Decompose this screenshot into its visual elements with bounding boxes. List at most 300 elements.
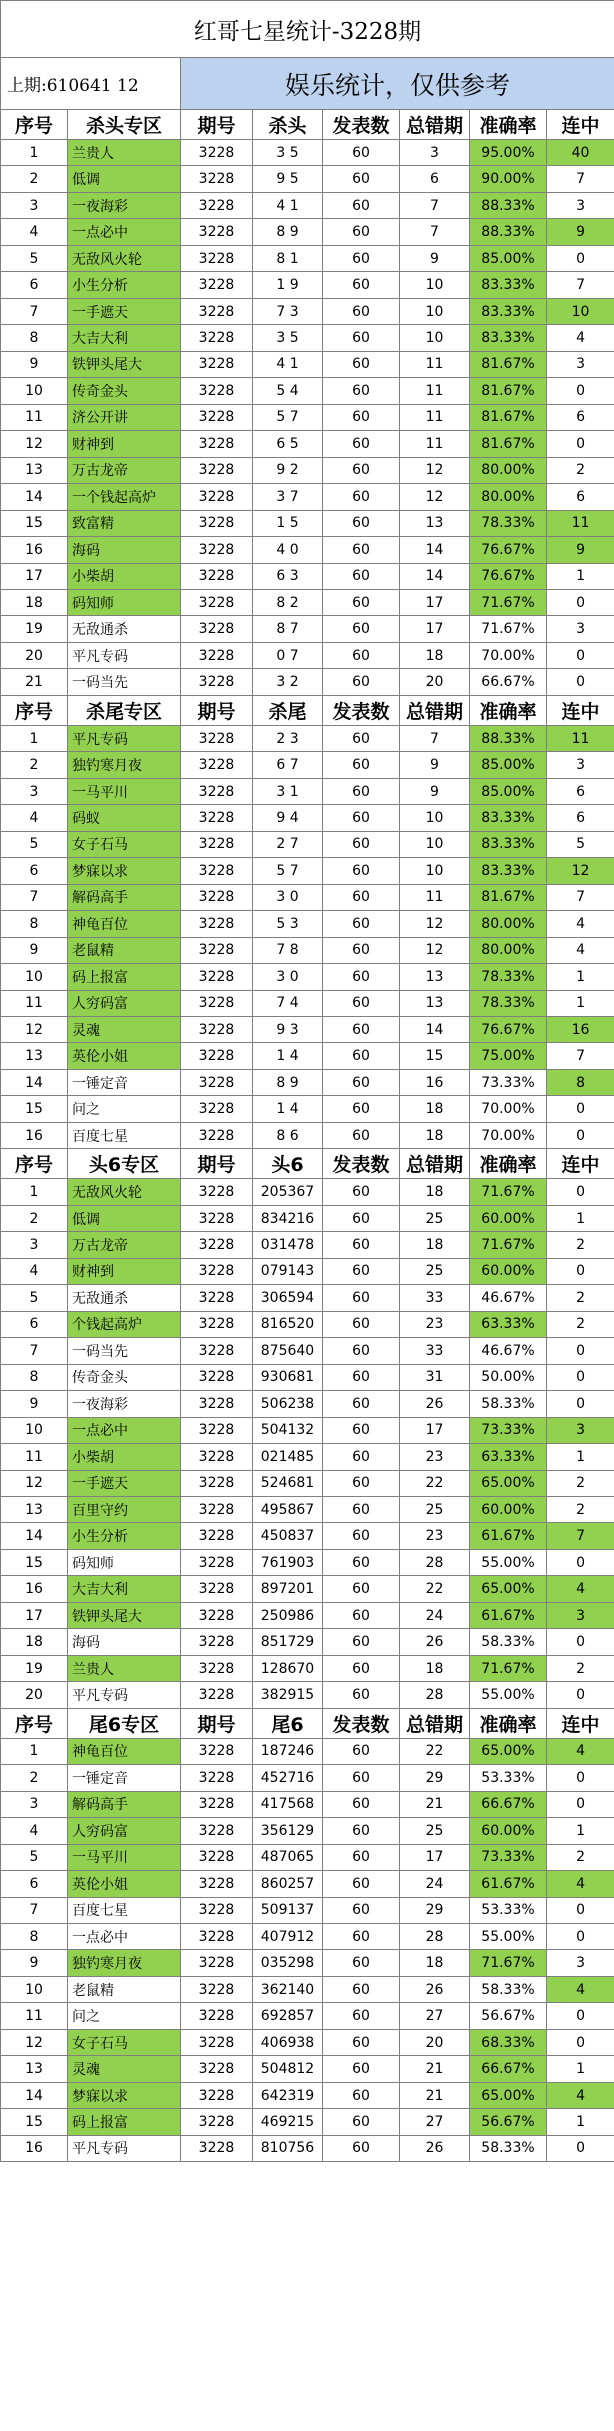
cell-period: 3228 <box>181 245 253 271</box>
cell-streak: 2 <box>547 1655 614 1681</box>
cell-expert: 一手遮天 <box>68 298 181 324</box>
table-row <box>1 1818 614 1844</box>
column-header-published: 发表数 <box>323 1708 400 1738</box>
cell-published: 60 <box>323 831 400 857</box>
cell-accuracy: 80.00% <box>470 911 547 937</box>
cell-total-misses: 24 <box>400 1871 470 1897</box>
cell-index: 13 <box>1 457 68 483</box>
table-row <box>1 378 614 404</box>
cell-streak: 0 <box>547 2029 614 2055</box>
column-header-index: 序号 <box>1 1708 68 1738</box>
cell-published: 60 <box>323 272 400 298</box>
cell-period: 3228 <box>181 192 253 218</box>
cell-published: 60 <box>323 2003 400 2029</box>
cell-total-misses: 7 <box>400 725 470 751</box>
cell-index: 21 <box>1 669 68 695</box>
cell-streak: 3 <box>547 192 614 218</box>
cell-accuracy: 76.67% <box>470 563 547 589</box>
cell-published: 60 <box>323 1738 400 1764</box>
cell-accuracy: 76.67% <box>470 537 547 563</box>
table-row <box>1 484 614 510</box>
table-row <box>1 2003 614 2029</box>
cell-period: 3228 <box>181 884 253 910</box>
cell-index: 3 <box>1 778 68 804</box>
cell-index: 13 <box>1 1043 68 1069</box>
cell-period: 3228 <box>181 858 253 884</box>
cell-expert: 海码 <box>68 1629 181 1655</box>
cell-published: 60 <box>323 2135 400 2161</box>
cell-period: 3228 <box>181 140 253 166</box>
cell-accuracy: 71.67% <box>470 1655 547 1681</box>
cell-total-misses: 9 <box>400 778 470 804</box>
cell-total-misses: 33 <box>400 1338 470 1364</box>
cell-total-misses: 27 <box>400 2003 470 2029</box>
cell-accuracy: 65.00% <box>470 1576 547 1602</box>
column-header-total-misses: 总错期 <box>400 1149 470 1179</box>
cell-accuracy: 70.00% <box>470 1122 547 1148</box>
column-header-streak: 连中 <box>547 110 614 140</box>
cell-period: 3228 <box>181 964 253 990</box>
table-row <box>1 1655 614 1681</box>
cell-expert: 解码高手 <box>68 884 181 910</box>
section-header-row <box>1 695 614 725</box>
cell-accuracy: 60.00% <box>470 1496 547 1522</box>
cell-published: 60 <box>323 325 400 351</box>
cell-index: 1 <box>1 725 68 751</box>
cell-total-misses: 22 <box>400 1738 470 1764</box>
cell-streak: 6 <box>547 484 614 510</box>
cell-total-misses: 23 <box>400 1444 470 1470</box>
cell-period: 3228 <box>181 2029 253 2055</box>
column-header-total-misses: 总错期 <box>400 110 470 140</box>
cell-streak: 6 <box>547 805 614 831</box>
cell-streak: 4 <box>547 2082 614 2108</box>
cell-published: 60 <box>323 404 400 430</box>
cell-prediction: 469215 <box>253 2109 323 2135</box>
cell-published: 60 <box>323 884 400 910</box>
cell-prediction: 031478 <box>253 1232 323 1258</box>
cell-accuracy: 78.33% <box>470 990 547 1016</box>
cell-prediction: 8 1 <box>253 245 323 271</box>
cell-index: 12 <box>1 431 68 457</box>
table-row <box>1 1549 614 1575</box>
cell-total-misses: 10 <box>400 298 470 324</box>
cell-expert: 梦寐以求 <box>68 858 181 884</box>
cell-published: 60 <box>323 192 400 218</box>
cell-accuracy: 88.33% <box>470 192 547 218</box>
cell-published: 60 <box>323 1897 400 1923</box>
cell-total-misses: 28 <box>400 1682 470 1708</box>
cell-accuracy: 81.67% <box>470 404 547 430</box>
table-row <box>1 1602 614 1628</box>
table-row <box>1 858 614 884</box>
cell-total-misses: 16 <box>400 1069 470 1095</box>
cell-total-misses: 25 <box>400 1205 470 1231</box>
cell-streak: 16 <box>547 1017 614 1043</box>
cell-period: 3228 <box>181 1017 253 1043</box>
cell-index: 8 <box>1 1364 68 1390</box>
table-row <box>1 219 614 245</box>
cell-period: 3228 <box>181 1096 253 1122</box>
cell-streak: 0 <box>547 1549 614 1575</box>
cell-period: 3228 <box>181 1122 253 1148</box>
table-row <box>1 1897 614 1923</box>
cell-streak: 4 <box>547 1576 614 1602</box>
table-row <box>1 457 614 483</box>
cell-accuracy: 83.33% <box>470 325 547 351</box>
cell-accuracy: 63.33% <box>470 1444 547 1470</box>
cell-streak: 8 <box>547 1069 614 1095</box>
cell-streak: 1 <box>547 1818 614 1844</box>
cell-total-misses: 27 <box>400 2109 470 2135</box>
cell-prediction: 810756 <box>253 2135 323 2161</box>
cell-index: 1 <box>1 1179 68 1205</box>
cell-prediction: 406938 <box>253 2029 323 2055</box>
cell-accuracy: 46.67% <box>470 1338 547 1364</box>
table-row <box>1 563 614 589</box>
cell-streak: 2 <box>547 1470 614 1496</box>
table-row <box>1 1765 614 1791</box>
column-header-prediction: 杀头 <box>253 110 323 140</box>
table-row <box>1 778 614 804</box>
cell-index: 6 <box>1 858 68 884</box>
cell-prediction: 205367 <box>253 1179 323 1205</box>
cell-period: 3228 <box>181 752 253 778</box>
cell-accuracy: 83.33% <box>470 831 547 857</box>
cell-prediction: 450837 <box>253 1523 323 1549</box>
cell-accuracy: 46.67% <box>470 1285 547 1311</box>
cell-index: 12 <box>1 2029 68 2055</box>
cell-published: 60 <box>323 1844 400 1870</box>
cell-prediction: 382915 <box>253 1682 323 1708</box>
cell-expert: 传奇金头 <box>68 1364 181 1390</box>
cell-accuracy: 80.00% <box>470 937 547 963</box>
cell-index: 14 <box>1 484 68 510</box>
table-row <box>1 1576 614 1602</box>
cell-streak: 0 <box>547 1924 614 1950</box>
cell-streak: 4 <box>547 1871 614 1897</box>
cell-expert: 无敌风火轮 <box>68 245 181 271</box>
cell-published: 60 <box>323 669 400 695</box>
cell-expert: 问之 <box>68 1096 181 1122</box>
cell-published: 60 <box>323 537 400 563</box>
cell-published: 60 <box>323 1871 400 1897</box>
table-row <box>1 1364 614 1390</box>
cell-index: 10 <box>1 378 68 404</box>
cell-accuracy: 78.33% <box>470 964 547 990</box>
cell-index: 3 <box>1 1232 68 1258</box>
cell-index: 14 <box>1 1523 68 1549</box>
cell-period: 3228 <box>181 589 253 615</box>
cell-prediction: 0 7 <box>253 642 323 668</box>
cell-total-misses: 14 <box>400 1017 470 1043</box>
cell-streak: 0 <box>547 431 614 457</box>
cell-published: 60 <box>323 1258 400 1284</box>
cell-published: 60 <box>323 1179 400 1205</box>
cell-published: 60 <box>323 964 400 990</box>
cell-expert: 神龟百位 <box>68 1738 181 1764</box>
cell-streak: 0 <box>547 642 614 668</box>
cell-published: 60 <box>323 298 400 324</box>
cell-published: 60 <box>323 937 400 963</box>
cell-index: 18 <box>1 589 68 615</box>
cell-index: 14 <box>1 2082 68 2108</box>
cell-prediction: 079143 <box>253 1258 323 1284</box>
cell-index: 2 <box>1 1765 68 1791</box>
cell-total-misses: 10 <box>400 858 470 884</box>
cell-accuracy: 56.67% <box>470 2003 547 2029</box>
table-row <box>1 1096 614 1122</box>
cell-index: 9 <box>1 1391 68 1417</box>
cell-streak: 2 <box>547 457 614 483</box>
table-row <box>1 510 614 536</box>
cell-streak: 2 <box>547 1311 614 1337</box>
cell-expert: 一夜海彩 <box>68 1391 181 1417</box>
cell-prediction: 187246 <box>253 1738 323 1764</box>
cell-streak: 1 <box>547 2056 614 2082</box>
table-row <box>1 325 614 351</box>
cell-total-misses: 13 <box>400 510 470 536</box>
cell-period: 3228 <box>181 537 253 563</box>
cell-period: 3228 <box>181 1950 253 1976</box>
cell-period: 3228 <box>181 1738 253 1764</box>
cell-streak: 5 <box>547 831 614 857</box>
cell-total-misses: 20 <box>400 669 470 695</box>
cell-period: 3228 <box>181 325 253 351</box>
cell-index: 6 <box>1 1311 68 1337</box>
cell-accuracy: 85.00% <box>470 245 547 271</box>
cell-total-misses: 21 <box>400 2056 470 2082</box>
cell-expert: 万古龙帝 <box>68 1232 181 1258</box>
cell-streak: 10 <box>547 298 614 324</box>
cell-total-misses: 22 <box>400 1576 470 1602</box>
cell-prediction: 8 6 <box>253 1122 323 1148</box>
cell-streak: 0 <box>547 669 614 695</box>
cell-accuracy: 65.00% <box>470 2082 547 2108</box>
cell-expert: 老鼠精 <box>68 937 181 963</box>
cell-period: 3228 <box>181 1844 253 1870</box>
cell-prediction: 487065 <box>253 1844 323 1870</box>
cell-expert: 梦寐以求 <box>68 2082 181 2108</box>
cell-published: 60 <box>323 589 400 615</box>
cell-accuracy: 73.33% <box>470 1844 547 1870</box>
table-row <box>1 1043 614 1069</box>
table-row <box>1 725 614 751</box>
cell-streak: 7 <box>547 166 614 192</box>
table-row <box>1 990 614 1016</box>
cell-prediction: 3 0 <box>253 964 323 990</box>
cell-prediction: 509137 <box>253 1897 323 1923</box>
cell-streak: 0 <box>547 245 614 271</box>
cell-total-misses: 10 <box>400 325 470 351</box>
cell-period: 3228 <box>181 563 253 589</box>
cell-streak: 40 <box>547 140 614 166</box>
cell-published: 60 <box>323 351 400 377</box>
cell-total-misses: 18 <box>400 1096 470 1122</box>
cell-streak: 3 <box>547 1950 614 1976</box>
cell-period: 3228 <box>181 351 253 377</box>
cell-accuracy: 60.00% <box>470 1205 547 1231</box>
cell-streak: 1 <box>547 2109 614 2135</box>
cell-expert: 一马平川 <box>68 778 181 804</box>
cell-prediction: 356129 <box>253 1818 323 1844</box>
cell-period: 3228 <box>181 1791 253 1817</box>
cell-expert: 独钓寒月夜 <box>68 752 181 778</box>
column-header-index: 序号 <box>1 695 68 725</box>
cell-period: 3228 <box>181 457 253 483</box>
cell-period: 3228 <box>181 778 253 804</box>
cell-prediction: 4 1 <box>253 192 323 218</box>
cell-total-misses: 28 <box>400 1549 470 1575</box>
cell-index: 10 <box>1 964 68 990</box>
cell-prediction: 504812 <box>253 2056 323 2082</box>
cell-prediction: 5 3 <box>253 911 323 937</box>
cell-published: 60 <box>323 2029 400 2055</box>
cell-period: 3228 <box>181 1871 253 1897</box>
table-row <box>1 272 614 298</box>
cell-prediction: 035298 <box>253 1950 323 1976</box>
cell-expert: 一个钱起高炉 <box>68 484 181 510</box>
cell-published: 60 <box>323 725 400 751</box>
cell-total-misses: 21 <box>400 2082 470 2108</box>
cell-total-misses: 14 <box>400 537 470 563</box>
cell-total-misses: 13 <box>400 990 470 1016</box>
cell-published: 60 <box>323 1043 400 1069</box>
column-header-streak: 连中 <box>547 1708 614 1738</box>
cell-published: 60 <box>323 484 400 510</box>
cell-streak: 0 <box>547 1096 614 1122</box>
cell-prediction: 6 3 <box>253 563 323 589</box>
cell-total-misses: 14 <box>400 563 470 589</box>
cell-prediction: 250986 <box>253 1602 323 1628</box>
cell-published: 60 <box>323 778 400 804</box>
cell-index: 16 <box>1 1576 68 1602</box>
cell-accuracy: 65.00% <box>470 1738 547 1764</box>
cell-expert: 小柴胡 <box>68 563 181 589</box>
cell-prediction: 6 7 <box>253 752 323 778</box>
cell-index: 10 <box>1 1417 68 1443</box>
cell-prediction: 897201 <box>253 1576 323 1602</box>
cell-prediction: 5 7 <box>253 404 323 430</box>
table-row <box>1 1682 614 1708</box>
cell-streak: 0 <box>547 378 614 404</box>
cell-published: 60 <box>323 1655 400 1681</box>
cell-expert: 小柴胡 <box>68 1444 181 1470</box>
cell-total-misses: 10 <box>400 805 470 831</box>
cell-published: 60 <box>323 219 400 245</box>
cell-prediction: 816520 <box>253 1311 323 1337</box>
cell-prediction: 4 1 <box>253 351 323 377</box>
cell-expert: 一手遮天 <box>68 1470 181 1496</box>
cell-published: 60 <box>323 1444 400 1470</box>
cell-total-misses: 23 <box>400 1523 470 1549</box>
cell-index: 17 <box>1 1602 68 1628</box>
cell-streak: 0 <box>547 2135 614 2161</box>
cell-index: 9 <box>1 351 68 377</box>
table-row <box>1 805 614 831</box>
cell-published: 60 <box>323 1338 400 1364</box>
cell-published: 60 <box>323 1285 400 1311</box>
cell-period: 3228 <box>181 1258 253 1284</box>
cell-accuracy: 55.00% <box>470 1924 547 1950</box>
cell-total-misses: 18 <box>400 642 470 668</box>
cell-period: 3228 <box>181 1655 253 1681</box>
cell-accuracy: 83.33% <box>470 858 547 884</box>
cell-index: 19 <box>1 616 68 642</box>
cell-prediction: 8 9 <box>253 1069 323 1095</box>
cell-period: 3228 <box>181 1444 253 1470</box>
cell-accuracy: 81.67% <box>470 378 547 404</box>
cell-expert: 一夜海彩 <box>68 192 181 218</box>
cell-expert: 灵魂 <box>68 1017 181 1043</box>
cell-index: 17 <box>1 563 68 589</box>
column-header-prediction: 头6 <box>253 1149 323 1179</box>
table-row <box>1 1391 614 1417</box>
cell-accuracy: 66.67% <box>470 669 547 695</box>
cell-accuracy: 61.67% <box>470 1602 547 1628</box>
table-row <box>1 1258 614 1284</box>
cell-index: 5 <box>1 831 68 857</box>
column-header-period: 期号 <box>181 110 253 140</box>
cell-expert: 人穷码富 <box>68 1818 181 1844</box>
cell-period: 3228 <box>181 642 253 668</box>
cell-prediction: 6 5 <box>253 431 323 457</box>
cell-total-misses: 33 <box>400 1285 470 1311</box>
cell-published: 60 <box>323 245 400 271</box>
cell-prediction: 8 2 <box>253 589 323 615</box>
cell-expert: 铁钾头尾大 <box>68 351 181 377</box>
section-header-row <box>1 110 614 140</box>
cell-period: 3228 <box>181 616 253 642</box>
cell-streak: 12 <box>547 858 614 884</box>
cell-index: 20 <box>1 642 68 668</box>
cell-index: 16 <box>1 1122 68 1148</box>
cell-accuracy: 83.33% <box>470 805 547 831</box>
cell-accuracy: 58.33% <box>470 1391 547 1417</box>
cell-expert: 小生分析 <box>68 272 181 298</box>
cell-streak: 9 <box>547 219 614 245</box>
cell-index: 8 <box>1 1924 68 1950</box>
cell-index: 4 <box>1 1818 68 1844</box>
cell-streak: 0 <box>547 1629 614 1655</box>
cell-prediction: 3 7 <box>253 484 323 510</box>
cell-expert: 个钱起高炉 <box>68 1311 181 1337</box>
cell-published: 60 <box>323 2056 400 2082</box>
cell-prediction: 7 3 <box>253 298 323 324</box>
cell-accuracy: 73.33% <box>470 1417 547 1443</box>
cell-prediction: 851729 <box>253 1629 323 1655</box>
table-row <box>1 1496 614 1522</box>
cell-streak: 11 <box>547 725 614 751</box>
cell-prediction: 021485 <box>253 1444 323 1470</box>
column-header-accuracy: 准确率 <box>470 695 547 725</box>
cell-total-misses: 7 <box>400 192 470 218</box>
table-row <box>1 937 614 963</box>
cell-index: 13 <box>1 2056 68 2082</box>
cell-prediction: 128670 <box>253 1655 323 1681</box>
cell-total-misses: 26 <box>400 1629 470 1655</box>
cell-prediction: 407912 <box>253 1924 323 1950</box>
cell-expert: 低调 <box>68 1205 181 1231</box>
cell-published: 60 <box>323 1549 400 1575</box>
table-row <box>1 2056 614 2082</box>
cell-expert: 一锤定音 <box>68 1069 181 1095</box>
cell-accuracy: 53.33% <box>470 1765 547 1791</box>
cell-prediction: 3 2 <box>253 669 323 695</box>
cell-accuracy: 80.00% <box>470 484 547 510</box>
cell-streak: 0 <box>547 1682 614 1708</box>
cell-period: 3228 <box>181 831 253 857</box>
